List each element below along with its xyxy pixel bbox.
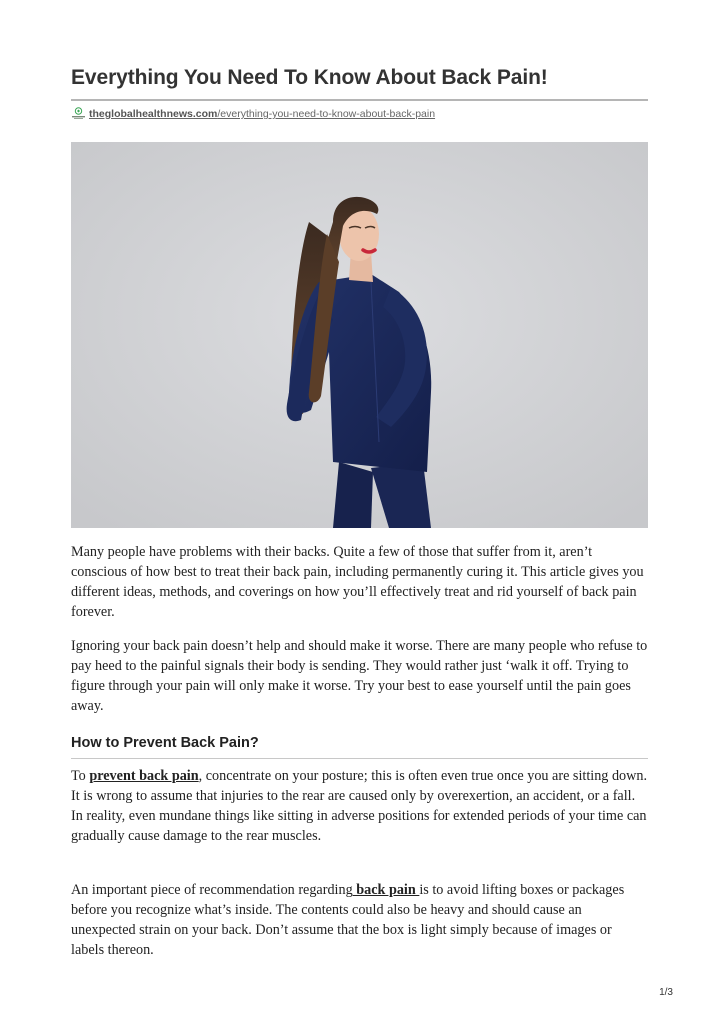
source-line: [71, 107, 435, 121]
paragraph-posture: [71, 766, 648, 846]
source-link[interactable]: [89, 108, 435, 120]
hero-image: [71, 142, 648, 528]
back-pain-illustration: [71, 142, 648, 528]
paragraph-3-after: , concentrate on your posture; this is often even true once you are sitting down. It is wrong to assume that injuries to the rear are caused only by overexertion, an accident, or a fall. In reality, even mundane things like sitting in adverse positions for extended periods of your time can gradually cause damage to the rear muscles.: [71, 768, 648, 844]
section-heading: How to Prevent Back Pain?: [71, 735, 259, 751]
paragraph-4-after: is to avoid lifting boxes or packages before you recognize what’s inside. The contents could also be heavy and should cause an unexpected strain on your back. Don’t assume that the box is light simply because of images or labels thereon.: [71, 882, 625, 958]
source-path: /everything-you-need-to-know-about-back-pain: [217, 108, 436, 120]
article-title: Everything You Need To Know About Back Pain!: [71, 66, 548, 89]
paragraph-ignoring: [71, 636, 648, 716]
back-pain-link[interactable]: back pain: [352, 882, 420, 898]
paragraph-2-text: Ignoring your back pain doesn’t help and should make it worse. There are many people who refuse to pay heed to the painful signals their body is sending. They would rather just ‘walk it off. Trying to figure through your pain will only make it worse. Try your best to ease yourself until the pain goes away.: [71, 638, 648, 714]
paragraph-4-before: An important piece of recommendation regarding: [71, 882, 353, 898]
section-divider: [71, 758, 648, 759]
paragraph-intro: [71, 542, 648, 622]
paragraph-3-before: To: [71, 768, 90, 784]
paragraph-3-text: [71, 766, 648, 846]
source-domain: theglobalhealthnews.com: [89, 108, 218, 120]
title-divider: [71, 99, 648, 101]
page-number: 1/3: [659, 987, 673, 998]
paragraph-1-text: Many people have problems with their backs. Quite a few of those that suffer from it, aren’t conscious of how best to treat their back pain, including permanently curing it. This article gives you different ideas, methods, and coverings on how you’ll effectively treat and rid yourself of back pain forever.: [71, 544, 644, 620]
paragraph-lifting: [71, 880, 648, 960]
site-logo-icon: [71, 107, 86, 120]
paragraph-4-text: [71, 880, 648, 960]
prevent-back-pain-link[interactable]: prevent back pain: [89, 768, 199, 784]
